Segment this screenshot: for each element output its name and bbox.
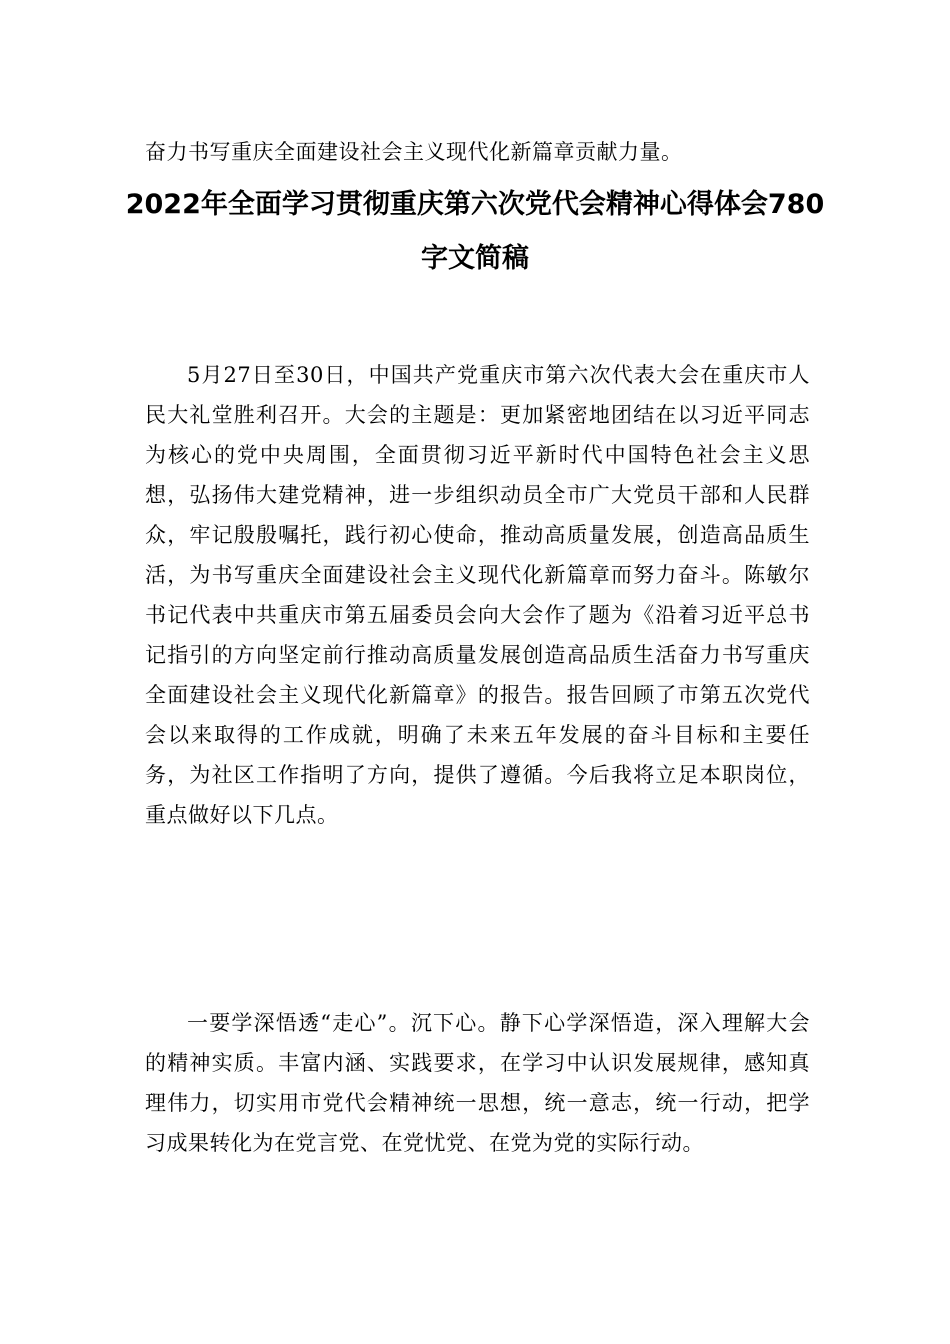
body-paragraph-1: 5月27日至30日，中国共产党重庆市第六次代表大会在重庆市人民大礼堂胜利召开。大会的主题是：更加紧密地团结在以习近平同志为核心的党中央周围，全面贯彻习近平新时代中国特色社会主义思想，弘扬伟大建党精神，进一步组织动员全市广大党员干部和人民群众，牢记殷殷嘱托，践行初心使命，推动高质量发展，创造高品质生活，为书写重庆全面建设社会主义现代化新篇章而努力奋斗。陈敏尔书记代表中共重庆市第五届委员会向大会作了题为《沿着习近平总书记指引的方向坚定前行推动高质量发展创造高品质生活奋力书写重庆全面建设社会主义现代化新篇章》的报告。报告回顾了市第五次党代会以来取得的工作成就，明确了未来五年发展的奋斗目标和主要任务，为社区工作指明了方向，提供了遵循。今后我将立足本职岗位，重点做好以下几点。 <box>145 363 810 827</box>
lead-line-text: 奋力书写重庆全面建设社会主义现代化新篇章贡献力量。 <box>145 140 683 164</box>
document-title: 2022年全面学习贯彻重庆第六次党代会精神心得体会780字文简稿 <box>125 189 825 274</box>
body-paragraph-2: 一要学深悟透“走心”。沉下心。静下心学深悟造，深入理解大会的精神实质。丰富内涵、实践要求，在学习中认识发展规律，感知真理伟力，切实用市党代会精神统一思想，统一意志，统一行动，把学习成果转化为在党言党、在党忧党、在党为党的实际行动。 <box>145 1011 810 1155</box>
